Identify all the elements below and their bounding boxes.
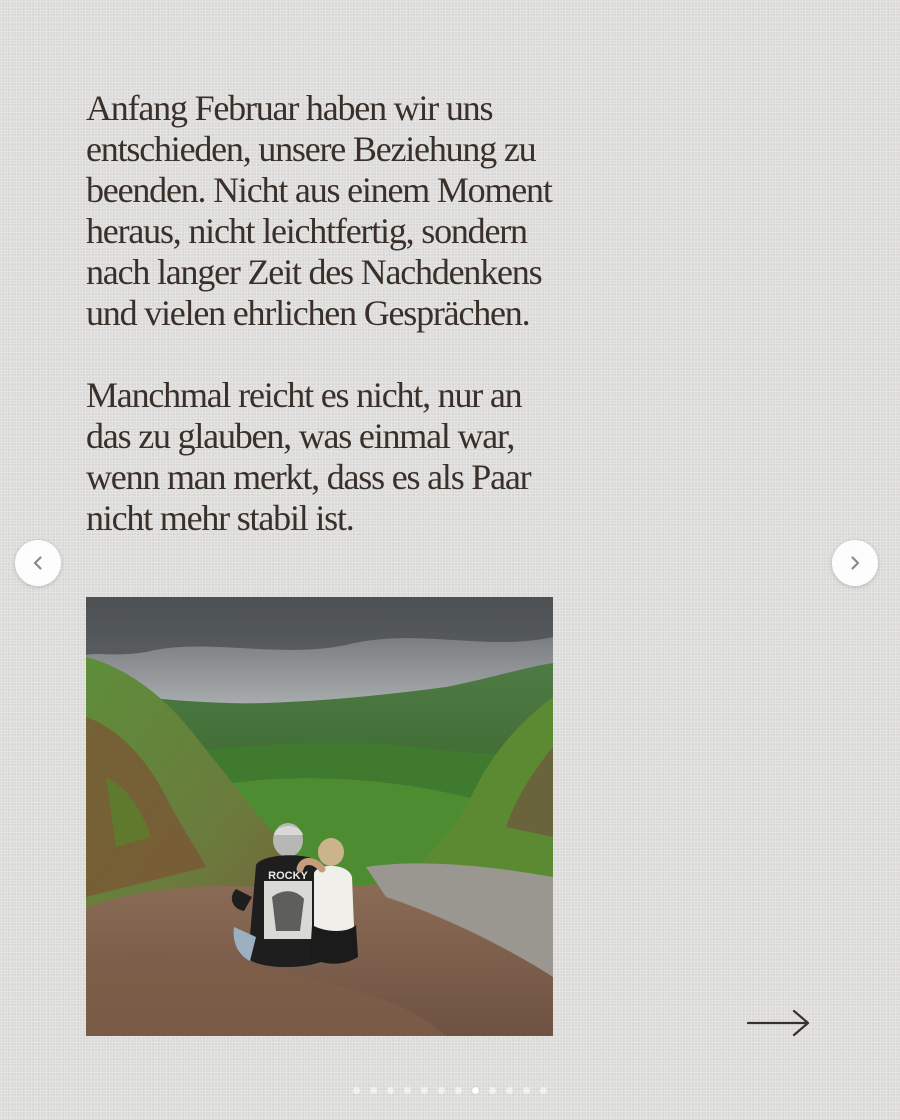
couple-valley-photo xyxy=(86,597,553,1036)
pagination-dot xyxy=(489,1087,496,1094)
pagination-dot xyxy=(421,1087,428,1094)
pagination-dot xyxy=(540,1087,547,1094)
pagination-dot xyxy=(353,1087,360,1094)
post-text xyxy=(86,88,556,539)
carousel-dots xyxy=(0,1087,900,1094)
pagination-dot xyxy=(523,1087,530,1094)
pagination-dot xyxy=(438,1087,445,1094)
paragraph-2: Manchmal reicht es nicht, nur an das zu glauben, was einmal war, wenn man merkt, dass es als Paar nicht mehr stabil ist. xyxy=(86,375,531,538)
pagination-dot xyxy=(404,1087,411,1094)
pagination-dot xyxy=(370,1087,377,1094)
shirt-text: ROCKY xyxy=(268,870,308,882)
chevron-left-icon xyxy=(30,555,46,571)
next-slide-button[interactable] xyxy=(832,540,878,586)
pagination-dot xyxy=(387,1087,394,1094)
pagination-dot xyxy=(455,1087,462,1094)
chevron-right-icon xyxy=(847,555,863,571)
pagination-dot xyxy=(506,1087,513,1094)
paragraph-1: Anfang Februar haben wir uns entschieden, unsere Beziehung zu beenden. Nicht aus einem Moment heraus, nicht leichtfertig, sondern nach langer Zeit des Nachdenkens und vielen ehrlichen Gesprächen. xyxy=(86,88,552,333)
arrow-right-icon[interactable] xyxy=(746,1006,812,1040)
pagination-dot-active xyxy=(472,1087,479,1094)
previous-slide-button[interactable] xyxy=(15,540,61,586)
